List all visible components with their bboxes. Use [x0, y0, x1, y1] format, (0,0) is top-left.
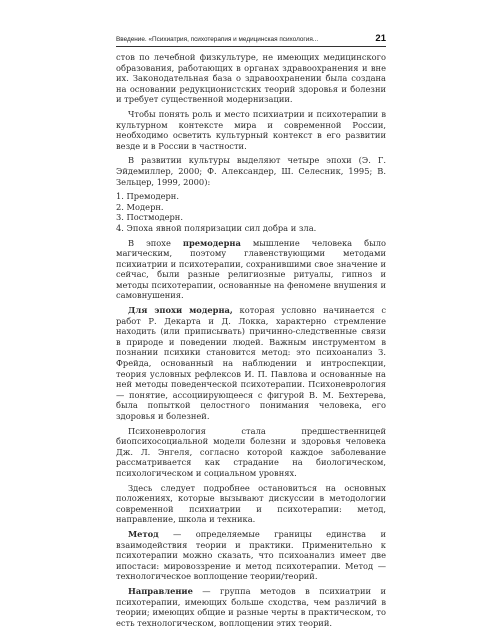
paragraph: Психоневрология стала предшественницей биопсихосоциальной модели болезни и здоровья человека Дж. Л. Энгеля, согласно которой каждое заболевание рассматривается как страдание на биологическом, психологическом и социальном уровнях.: [116, 425, 386, 478]
paragraph: [116, 305, 386, 422]
paragraph: В развитии культуры выделяют четыре эпохи (Э. Г. Эйдемиллер, 2000; Ф. Александер, Ш. Селесник, 1995; В. Зельцер, 1999, 2000):: [116, 155, 386, 187]
paragraph: [116, 238, 386, 302]
paragraph: Здесь следует подробнее остановиться на основных положениях, которые вызывают дискуссии в методологии современной психиатрии и психотерапии: метод, направление, школа и техника.: [116, 482, 386, 525]
epochs-list: [116, 191, 386, 233]
running-header-title: Введение. «Психиатрия, психотерапия и медицинская психология...: [116, 36, 319, 43]
paragraph: стов по лечебной физкультуре, не имеющих медицинского образования, работающих в органах здравоохранения и вне их. Законодательная база о здравоохранении была создана на основании редукционистских теорий здоровья и болезни и требует существенной модернизации.: [116, 52, 386, 105]
list-item: 2. Модерн.: [116, 201, 164, 212]
list-item: 1. Премодерн.: [116, 191, 179, 202]
term-bold: Метод: [128, 528, 159, 539]
paragraph: [116, 529, 386, 582]
paragraph: Чтобы понять роль и место психиатрии и психотерапии в культурном контексте мира и современной России, необходимо осветить культурный контекст в его развитии везде и в России в частности.: [116, 108, 386, 151]
term-bold: Для эпохи модерна,: [128, 305, 233, 316]
term-bold: премодерна: [182, 237, 241, 248]
term-bold: Направление: [128, 585, 193, 596]
list-item: 3. Постмодерн.: [116, 212, 183, 223]
paragraph: [116, 586, 386, 628]
paragraph-text: — группа методов в психиатрии и психотерапии, имеющих больше сходства, чем различий в теории; имеющих общие и разные черты в практическом, то есть технологическом, воплощении этих теорий.: [116, 585, 386, 628]
page-number: 21: [375, 33, 386, 44]
paragraph-text: мышление человека было магическим, поэтому главенствующими методами психиатрии и психотерапии, сохранившими свое значение и сейчас, были разные религиозные ритуалы, гипноз и методы психотерапии, основанные на феномене внушения и самовнушения.: [116, 237, 386, 301]
running-header: [116, 33, 386, 47]
paragraph-text: — определяемые границы единства и взаимодействия теории и практики. Применительно к психотерапии можно сказать, что психоанализ имеет две ипостаси: мировоззрение и метод психотерапии. Метод — технологическое воплощение теории/теорий.: [116, 528, 386, 582]
page-body: [116, 52, 386, 632]
list-item: 4. Эпоха явной поляризации сил добра и зла.: [116, 222, 317, 233]
paragraph-text: которая условно начинается с работ Р. Декарта и Д. Локка, характерно стремление находить (или приписывать) причинно-следственные связи в природе и поведении людей. Важным инструментом в познании психики становится метод: это психоанализ З. Фрейда, основанный на наблюдении и интроспекции, теория условных рефлексов И. П. Павлова и основанные на ней методы поведенческой психотерапии. Психоневрология — понятие, ассоциирующееся с фигурой В. М. Бехтерева, была попыткой целостного понимания человека, его здоровья и болезней.: [116, 305, 386, 421]
paragraph-text: В эпохе: [128, 237, 183, 248]
